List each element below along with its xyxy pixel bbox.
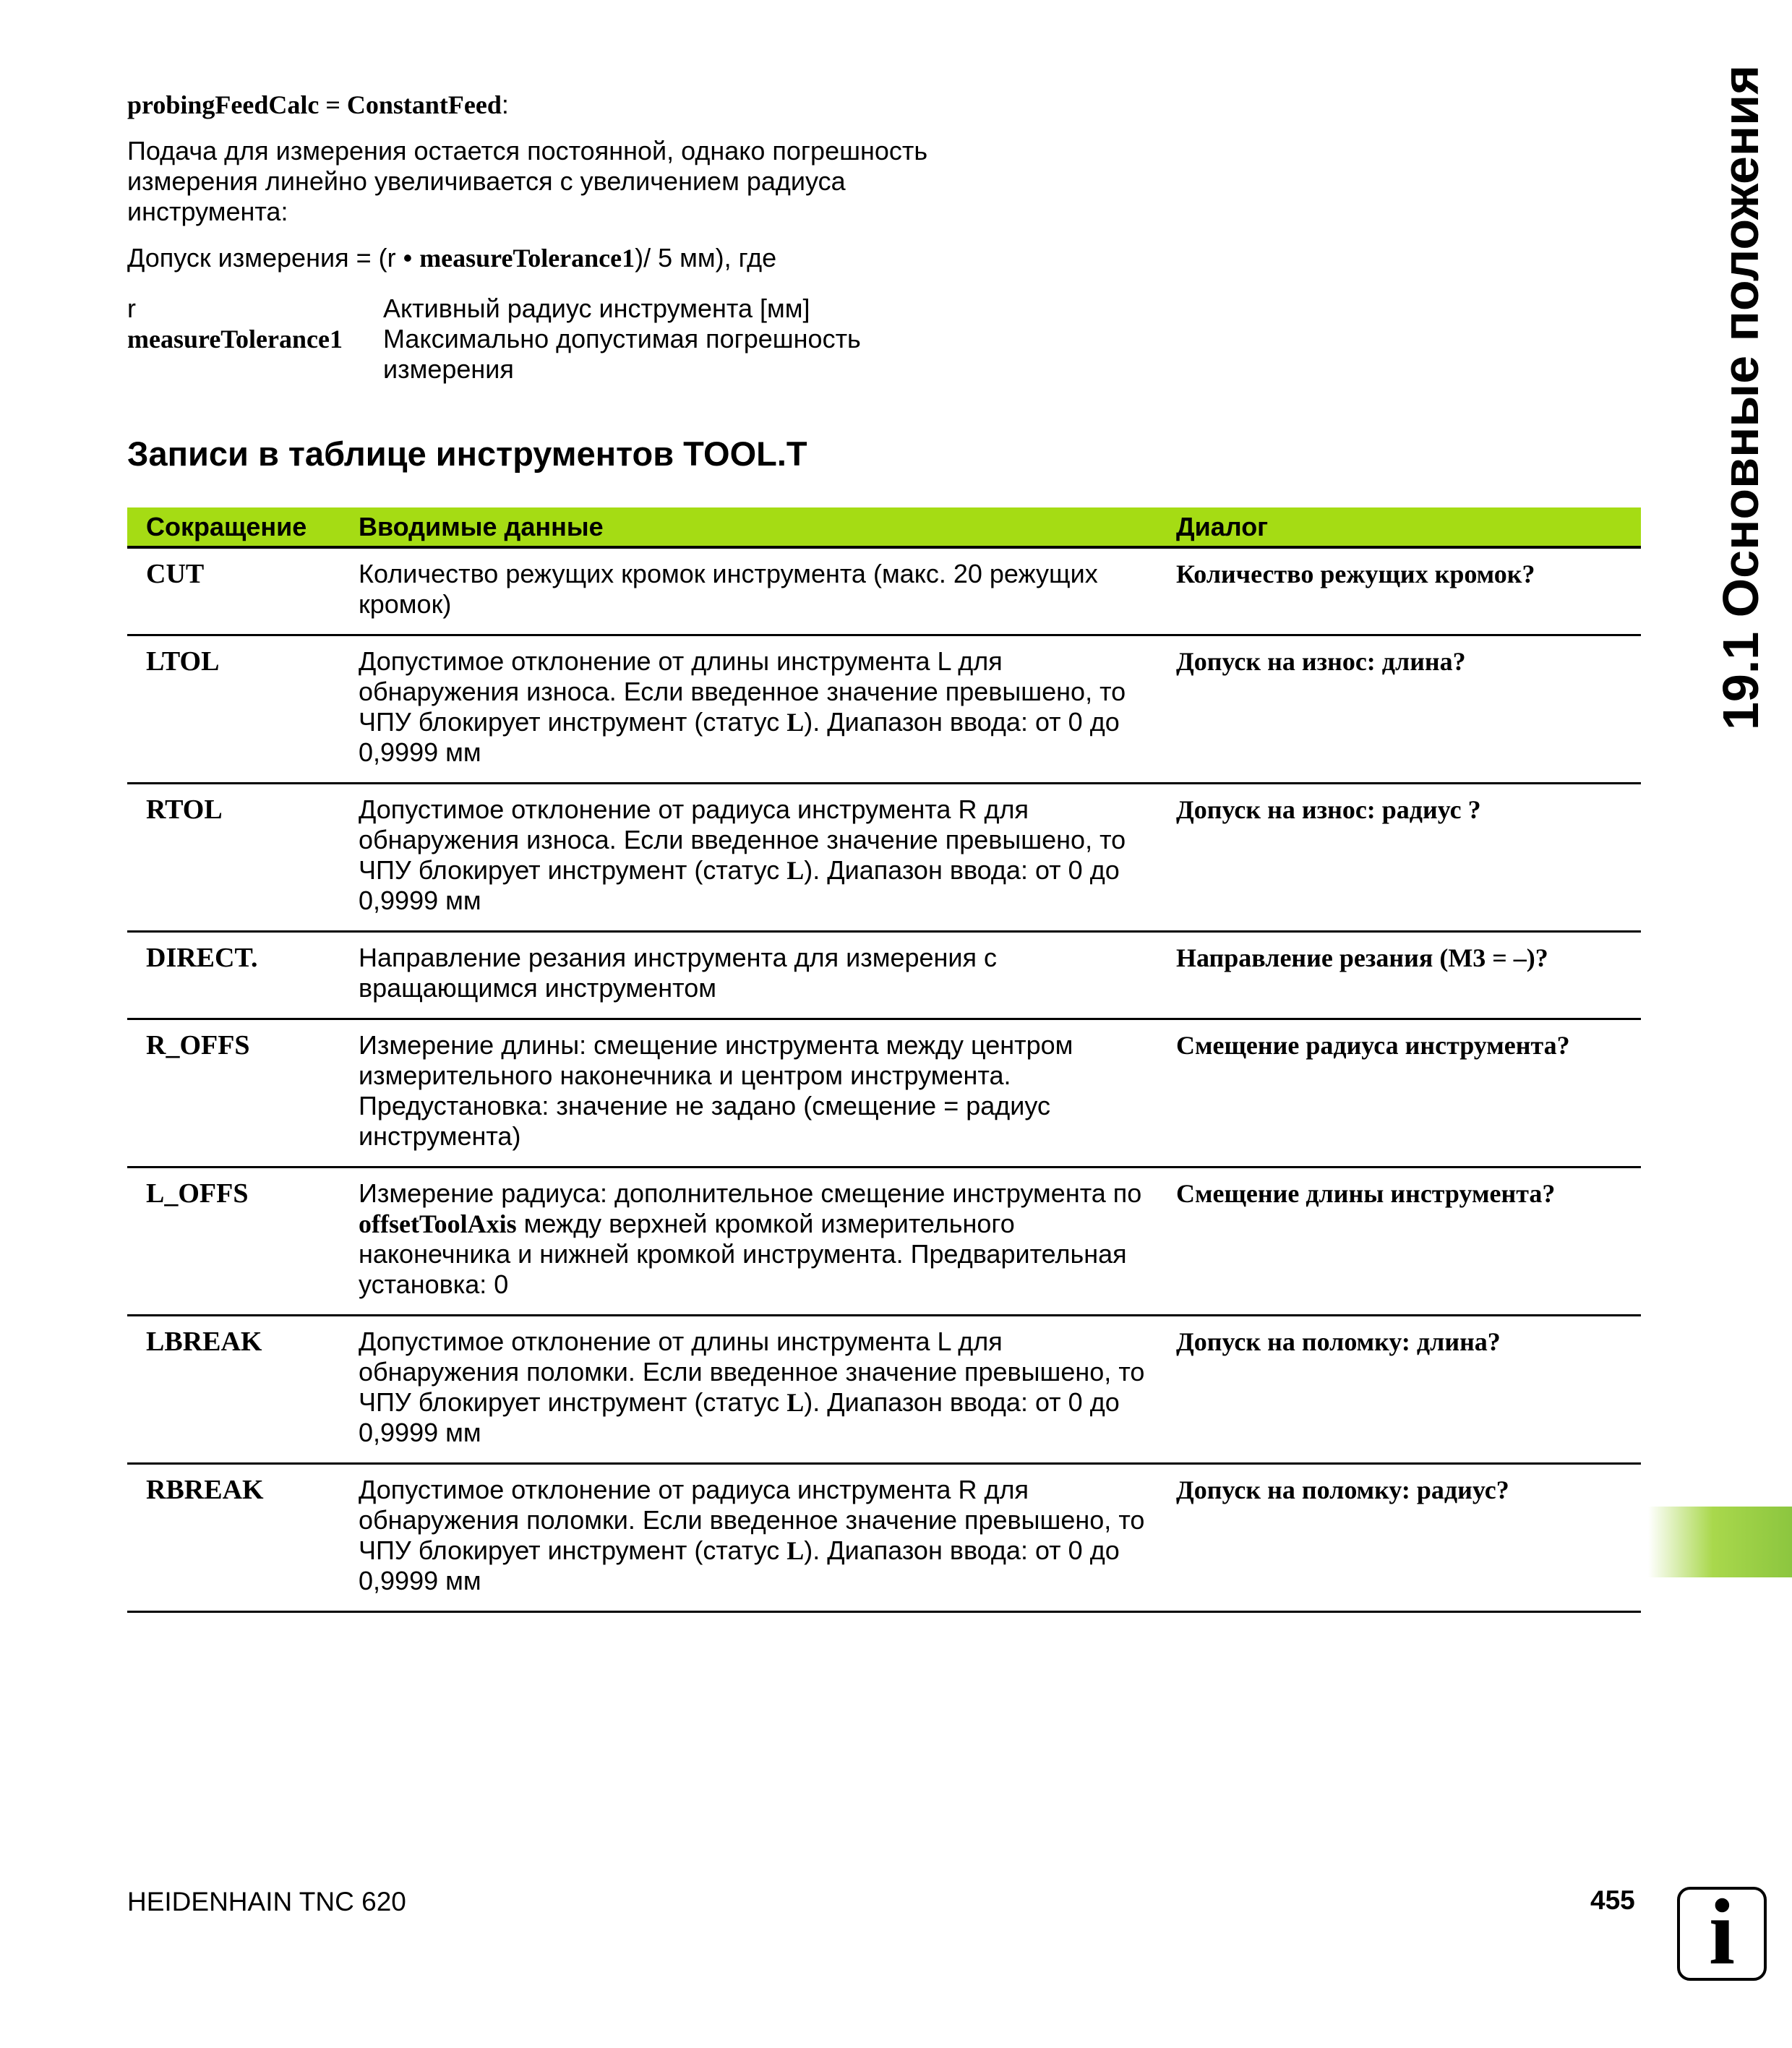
footer-product: HEIDENHAIN TNC 620 bbox=[127, 1887, 406, 1916]
table-row bbox=[127, 1316, 1641, 1464]
description-text: Направление резания инструмента для измерения с вращающимся инструментом bbox=[359, 943, 998, 1003]
feed-calc-paragraph: Подача для измерения остается постоянной, однако погрешность измерения линейно увеличивается с увеличением радиуса инструмента: bbox=[127, 136, 928, 226]
section-title: Записи в таблице инструментов TOOL.T bbox=[127, 434, 807, 473]
emphasis-term: L bbox=[786, 856, 805, 885]
tolerance-formula bbox=[127, 243, 1641, 273]
row-input-description bbox=[359, 1019, 1172, 1167]
row-abbreviation: RBREAK bbox=[127, 1464, 359, 1612]
header-dialog: Диалог bbox=[1172, 507, 1641, 547]
row-abbreviation: DIRECT. bbox=[127, 932, 359, 1019]
row-input-description bbox=[359, 1464, 1172, 1612]
row-input-description bbox=[359, 1167, 1172, 1316]
row-abbreviation: RTOL bbox=[127, 784, 359, 932]
row-input-description bbox=[359, 932, 1172, 1019]
definition-term: r bbox=[127, 294, 136, 323]
table-row bbox=[127, 1464, 1641, 1612]
info-glyph: i bbox=[1708, 1880, 1736, 1984]
row-input-description bbox=[359, 784, 1172, 932]
description-text: ). Диапазон ввода: от 0 до 0,9999 мм bbox=[359, 855, 1120, 915]
description-text: между верхней кромкой измерительного наконечника и нижней кромкой инструмента. Предварительная установка: 0 bbox=[359, 1209, 1127, 1299]
description-text: Измерение радиуса: дополнительное смещение инструмента по bbox=[359, 1178, 1142, 1208]
row-dialog: Допуск на поломку: радиус? bbox=[1172, 1464, 1641, 1612]
tool-table bbox=[127, 507, 1641, 1613]
table-header-row bbox=[127, 507, 1641, 547]
row-dialog: Количество режущих кромок? bbox=[1172, 547, 1641, 635]
description-text: Допустимое отклонение от длины инструмента L для обнаружения износа. Если введенное значение превышено, то ЧПУ блокирует инструмент (статус bbox=[359, 646, 1126, 737]
table-row bbox=[127, 932, 1641, 1019]
table-row bbox=[127, 547, 1641, 635]
table-body bbox=[127, 547, 1641, 1612]
info-icon[interactable] bbox=[1677, 1880, 1767, 1984]
table-row bbox=[127, 1019, 1641, 1167]
header-abbreviation: Сокращение bbox=[127, 507, 359, 547]
table-row bbox=[127, 1167, 1641, 1316]
definition-desc: Активный радиус инструмента [мм] bbox=[383, 294, 810, 323]
description-text: Количество режущих кромок инструмента (макс. 20 режущих кромок) bbox=[359, 559, 1098, 619]
description-text: ). Диапазон ввода: от 0 до 0,9999 мм bbox=[359, 1387, 1120, 1447]
description-text: ). Диапазон ввода: от 0 до 0,9999 мм bbox=[359, 1535, 1120, 1595]
table-row bbox=[127, 635, 1641, 784]
tolerance-term: measureTolerance1 bbox=[419, 244, 635, 273]
description-text: Допустимое отклонение от длины инструмента L для обнаружения поломки. Если введенное значение превышено, то ЧПУ блокирует инструмент (статус bbox=[359, 1327, 1145, 1417]
row-abbreviation: L_OFFS bbox=[127, 1167, 359, 1316]
definition-term: measureTolerance1 bbox=[127, 325, 343, 354]
emphasis-term: L bbox=[786, 1536, 805, 1565]
description-text: Измерение длины: смещение инструмента между центром измерительного наконечника и центром инструмента. Предустановка: значение не задано (смещение = радиус инструмента) bbox=[359, 1030, 1073, 1151]
row-dialog: Допуск на поломку: длина? bbox=[1172, 1316, 1641, 1464]
row-input-description bbox=[359, 1316, 1172, 1464]
row-abbreviation: CUT bbox=[127, 547, 359, 635]
row-input-description bbox=[359, 635, 1172, 784]
row-dialog: Направление резания (M3 = –)? bbox=[1172, 932, 1641, 1019]
description-text: Допустимое отклонение от радиуса инструмента R для обнаружения поломки. Если введенное значение превышено, то ЧПУ блокирует инструмент (статус bbox=[359, 1475, 1145, 1565]
feed-calc-heading bbox=[127, 90, 1641, 120]
row-abbreviation: R_OFFS bbox=[127, 1019, 359, 1167]
feed-calc-suffix: : bbox=[501, 90, 509, 119]
row-dialog: Смещение радиуса инструмента? bbox=[1172, 1019, 1641, 1167]
row-abbreviation: LTOL bbox=[127, 635, 359, 784]
emphasis-term: L bbox=[786, 1388, 805, 1417]
chapter-tab bbox=[1683, 64, 1769, 745]
row-dialog: Допуск на износ: радиус ? bbox=[1172, 784, 1641, 932]
definition-row bbox=[127, 294, 1641, 324]
row-input-description bbox=[359, 547, 1172, 635]
header-input: Вводимые данные bbox=[359, 507, 1172, 547]
emphasis-term: offsetToolAxis bbox=[359, 1209, 517, 1238]
emphasis-term: L bbox=[786, 708, 805, 737]
row-dialog: Допуск на износ: длина? bbox=[1172, 635, 1641, 784]
feed-calc-term: probingFeedCalc = ConstantFeed bbox=[127, 90, 502, 119]
tolerance-prefix: Допуск измерения = (r • bbox=[127, 243, 420, 273]
chapter-marker bbox=[1648, 1507, 1792, 1577]
definition-row bbox=[127, 324, 1641, 385]
description-text: Допустимое отклонение от радиуса инструмента R для обнаружения износа. Если введенное значение превышено, то ЧПУ блокирует инструмент (статус bbox=[359, 794, 1126, 885]
page-content bbox=[127, 90, 1641, 1613]
chapter-title: 19.1 Основные положения bbox=[1712, 64, 1769, 730]
definition-desc: Максимально допустимая погрешность измерения bbox=[383, 324, 861, 384]
row-dialog: Смещение длины инструмента? bbox=[1172, 1167, 1641, 1316]
row-abbreviation: LBREAK bbox=[127, 1316, 359, 1464]
tolerance-suffix: )/ 5 мм), где bbox=[635, 243, 777, 273]
page-number: 455 bbox=[1590, 1885, 1635, 1915]
description-text: ). Диапазон ввода: от 0 до 0,9999 мм bbox=[359, 707, 1120, 767]
table-row bbox=[127, 784, 1641, 932]
